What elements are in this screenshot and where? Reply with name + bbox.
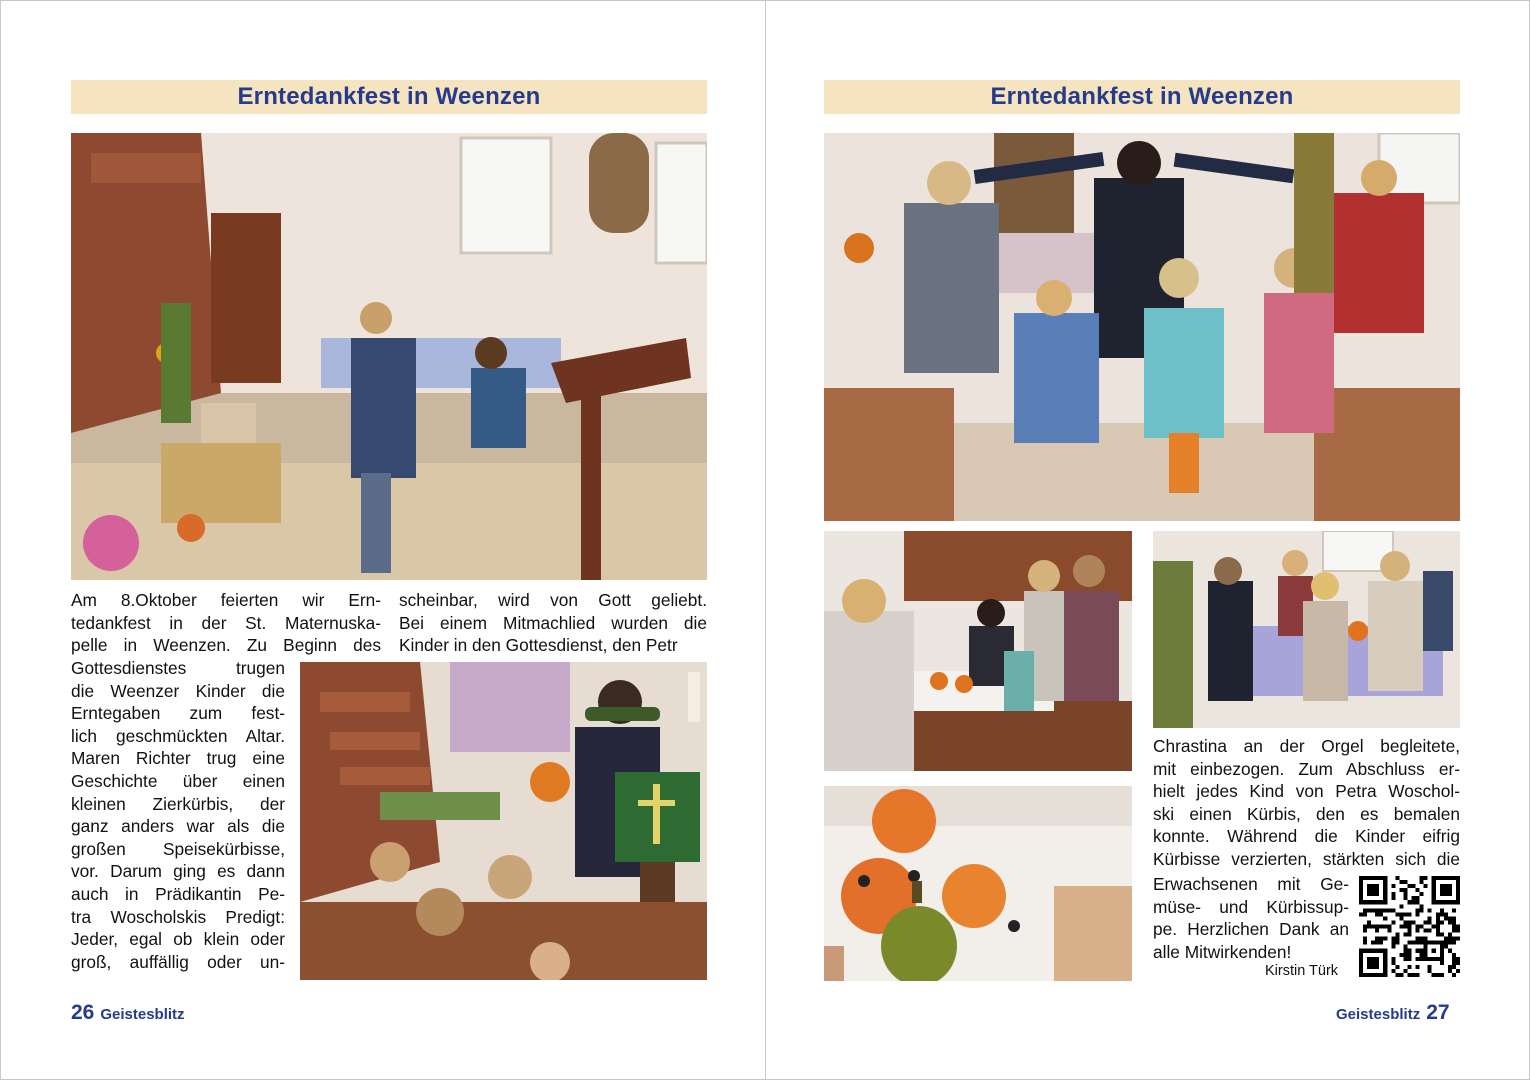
text-line: Jeder, egal ob klein oder (71, 929, 285, 950)
text-line: tra Woscholskis Predigt: (71, 906, 285, 927)
text-line: tedankfest in der St. Maternuska- (71, 612, 381, 633)
left-body-text-col1b (71, 657, 285, 973)
text-line: Geschichte über einen (71, 770, 285, 791)
photo-preacher-with-gourd (300, 662, 707, 980)
text-line: Kürbisse verzierten, stärkten sich die (1153, 848, 1460, 869)
text-line: konnte. Während die Kinder eifrig (1153, 826, 1460, 847)
right-page-title: Erntedankfest in Weenzen (824, 80, 1460, 114)
photo-soup-table (1153, 531, 1460, 728)
text-line: alle Mitwirkenden! (1153, 941, 1292, 962)
qr-code[interactable] (1359, 876, 1460, 977)
text-line: die Weenzer Kinder die (71, 680, 285, 701)
text-line: Bei einem Mitmachlied wurden die (399, 612, 707, 633)
text-line: Gottesdienstes trugen (71, 658, 285, 678)
right-body-text-a (1153, 735, 1460, 871)
text-line: großen Speisekürbisse, (71, 838, 285, 859)
magazine-name: Geistesblitz (1336, 1006, 1421, 1023)
photo-painted-pumpkins (824, 786, 1132, 981)
text-line: auch in Prädikantin Pe- (71, 883, 285, 904)
left-body-text-col2 (399, 589, 707, 657)
text-line: mit einbezogen. Zum Abschluss er- (1153, 758, 1460, 779)
text-line: Chrastina an der Orgel begleitete, (1153, 736, 1460, 756)
text-line: ganz anders war als die (71, 816, 285, 837)
right-page-footer (1336, 1001, 1450, 1025)
page-number: 27 (1426, 1001, 1450, 1024)
author-credit: Kirstin Türk (1265, 963, 1339, 979)
left-body-text-col1a (71, 589, 381, 657)
text-line: Am 8.Oktober feierten wir Ern- (71, 590, 381, 610)
left-page-title: Erntedankfest in Weenzen (71, 80, 707, 114)
text-line: groß, auffällig oder un- (71, 951, 285, 972)
text-line: müse- und Kürbissup- (1153, 896, 1349, 917)
left-page-footer (71, 1001, 185, 1025)
text-line: Erwachsenen mit Ge- (1153, 874, 1349, 894)
photo-painting-at-table (824, 531, 1132, 771)
right-body-text-b (1153, 873, 1349, 963)
text-line: Maren Richter trug eine (71, 748, 285, 769)
text-line: pe. Herzlichen Dank an (1153, 919, 1349, 940)
page-number: 26 (71, 1001, 95, 1024)
photo-children-carrying-harvest (71, 133, 707, 580)
text-line: hielt jedes Kind von Petra Woschol- (1153, 781, 1460, 802)
photo-dancing-children (824, 133, 1460, 521)
text-line: pelle in Weenzen. Zu Beginn des (71, 635, 381, 656)
page-gutter (765, 0, 766, 1080)
text-line: vor. Darum ging es dann (71, 861, 285, 882)
text-line: scheinbar, wird von Gott geliebt. (399, 590, 707, 610)
magazine-name: Geistesblitz (100, 1006, 185, 1023)
text-line: kleinen Zierkürbis, der (71, 793, 285, 814)
text-line: ski einen Kürbis, den es bemalen (1153, 803, 1460, 824)
text-line: lich geschmückten Altar. (71, 725, 285, 746)
text-line: Kinder in den Gottesdienst, den Petr (399, 635, 678, 656)
text-line: Erntegaben zum fest- (71, 703, 285, 724)
